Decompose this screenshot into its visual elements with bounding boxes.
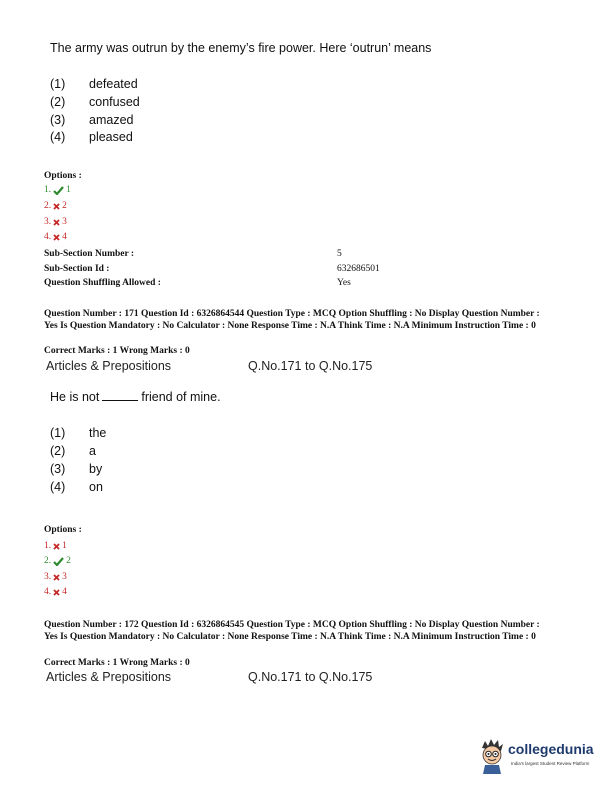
check-icon [53,557,64,566]
choice-text: the [89,426,107,440]
option-wrong [44,587,67,597]
option-value: 4 [62,232,67,242]
mascot-icon [478,738,506,774]
question-stem: The army was outrun by the enemy’s fire power. Here ‘outrun’ means [50,41,432,55]
option-wrong [44,201,67,211]
choice-text: confused [89,95,140,109]
option-prefix: 3. [44,217,52,227]
cross-icon [53,234,60,241]
option-wrong [44,217,67,227]
choice-text: pleased [89,130,133,144]
choice-text: a [89,444,96,458]
choice-number: (3) [50,462,66,476]
check-icon [53,186,64,195]
marks-info: Correct Marks : 1 Wrong Marks : 0 [44,658,190,668]
option-correct [44,556,71,566]
stem-part: friend of mine. [141,390,221,404]
option-value: 2 [62,201,67,211]
question-range: Q.No.171 to Q.No.175 [248,670,373,684]
option-prefix: 1. [44,541,52,551]
collegedunia-logo [478,738,606,778]
choice-number: (1) [50,77,66,91]
cross-icon [53,219,60,226]
option-value: 3 [62,217,67,227]
option-correct [44,185,71,195]
subsection-number-value: 5 [337,249,342,259]
cross-icon [53,203,60,210]
choice-number: (3) [50,113,66,127]
subsection-id-value: 632686501 [337,264,380,274]
option-prefix: 2. [44,556,52,566]
topic-label: Articles & Prepositions [46,670,172,684]
choice-text: by [89,462,103,476]
question-meta: Question Number : 172 Question Id : 6326864545 Question Type : MCQ Option Shuffling : No Display Question Number : Yes Is Question Mandatory : No Calculator : None Response Time : N.A Think Time : N.A Minimum Instruction Time : 0 [44,620,540,642]
question-meta: Question Number : 171 Question Id : 6326864544 Question Type : MCQ Option Shuffling : No Display Question Number : Yes Is Question Mandatory : No Calculator : None Response Time : N.A Think Time : N.A Minimum Instruction Time : 0 [44,309,540,331]
option-value: 2 [66,556,71,566]
options-heading: Options : [44,525,82,535]
option-wrong [44,572,67,582]
choice-number: (4) [50,130,66,144]
option-value: 4 [62,587,67,597]
answer-blank [102,391,138,401]
option-value: 1 [62,541,67,551]
cross-icon [53,589,60,596]
option-prefix: 3. [44,572,52,582]
stem-part: He is not [50,390,100,404]
shuffle-label: Question Shuffling Allowed : [44,278,161,288]
question-range: Q.No.171 to Q.No.175 [248,359,373,373]
options-heading: Options : [44,171,82,181]
choice-text: amazed [89,113,134,127]
subsection-number-label: Sub-Section Number : [44,249,135,259]
choice-text: on [89,480,103,494]
option-value: 1 [66,185,71,195]
cross-icon [53,543,60,550]
choice-number: (1) [50,426,66,440]
option-wrong [44,232,67,242]
option-prefix: 4. [44,587,52,597]
subsection-id-label: Sub-Section Id : [44,264,110,274]
choice-number: (2) [50,95,66,109]
shuffle-value: Yes [337,278,351,288]
marks-info: Correct Marks : 1 Wrong Marks : 0 [44,346,190,356]
option-wrong [44,541,67,551]
logo-tagline: India's largest Student Review Platform [511,761,590,766]
choice-text: defeated [89,77,138,91]
topic-label: Articles & Prepositions [46,359,172,373]
cross-icon [53,574,60,581]
question-stem [50,390,221,404]
option-value: 3 [62,572,67,582]
option-prefix: 2. [44,201,52,211]
choice-number: (2) [50,444,66,458]
option-prefix: 4. [44,232,52,242]
option-prefix: 1. [44,185,52,195]
choice-number: (4) [50,480,66,494]
logo-name: collegedunia [508,741,594,757]
